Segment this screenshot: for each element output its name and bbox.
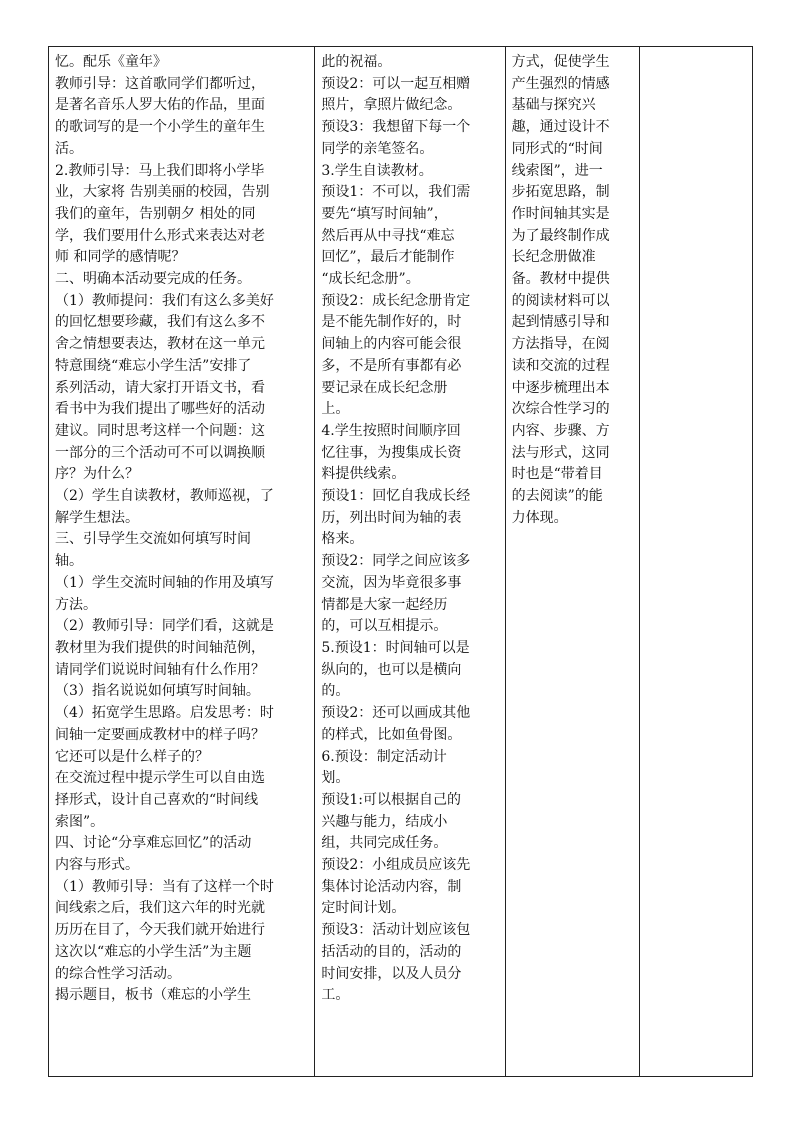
text-line: 舍之情想要表达，教材在这一单元: [55, 336, 265, 353]
text-line: 多，不是所有事都有必: [321, 357, 462, 374]
text-line: 料提供线索。: [321, 466, 406, 483]
text-line: 历，列出时间为轴的表: [321, 509, 462, 526]
text-line: （4）拓宽学生思路。启发思考：时: [55, 705, 274, 722]
text-line: 中逐步梳理出本: [511, 379, 610, 396]
text-line: 二、明确本活动要完成的任务。: [55, 271, 251, 288]
text-line: 揭示题目，板书（难忘的小学生: [55, 987, 251, 1004]
text-line: 索图”。: [55, 813, 105, 830]
text-line: 轴。: [55, 553, 83, 570]
text-line: 预设3：我想留下每一个: [321, 119, 471, 136]
text-line: 格来。: [321, 531, 364, 548]
text-line: 括活动的目的，活动的: [321, 943, 462, 960]
text-line: 5.预设1：时间轴可以是: [321, 639, 470, 656]
text-line: 法与形式，这同: [511, 444, 610, 461]
text-line: 为了最终制作成: [511, 227, 610, 244]
teacher-activity-text: [55, 52, 308, 1007]
text-line: 师 和同学的感情呢？: [55, 249, 186, 266]
text-line: 的。: [321, 683, 350, 700]
table-row: [49, 47, 753, 1077]
text-line: 它还可以是什么样子的？: [55, 748, 209, 765]
text-line: 工。: [321, 987, 350, 1004]
text-line: 序？为什么？: [55, 466, 139, 483]
text-line: 系列活动，请大家打开语文书，看: [55, 379, 265, 396]
text-line: 特意围绕“难忘小学生活”安排了: [55, 357, 252, 374]
text-line: 6.预设：制定活动计: [321, 748, 447, 765]
text-line: 三、引导学生交流如何填写时间: [55, 531, 251, 548]
text-line: 回忆”，最后才能制作: [321, 249, 455, 266]
text-line: 是不能先制作好的，时: [321, 314, 462, 331]
text-line: 此的祝福。: [321, 54, 392, 70]
text-line: （3）指名说说如何填写时间轴。: [55, 683, 260, 700]
text-line: 这次以“难忘的小学生活”为主题: [55, 943, 252, 960]
text-line: 组，共同完成任务。: [321, 835, 448, 852]
text-line: 兴趣与能力，结成小: [321, 813, 448, 830]
text-line: 的去阅读”的能: [511, 488, 603, 505]
lesson-plan-table: [48, 46, 753, 1077]
text-line: 的样式，比如鱼骨图。: [321, 726, 462, 743]
text-line: 一部分的三个活动可不可以调换顺: [55, 444, 265, 461]
text-line: 集体讨论活动内容，制: [321, 878, 462, 895]
text-line: 的综合性学习活动。: [55, 965, 181, 982]
text-line: 业，大家将 告别美丽的校园，告别: [55, 184, 270, 201]
text-line: 预设1：不可以，我们需: [321, 184, 471, 201]
text-line: 定时间计划。: [321, 900, 406, 917]
text-line: 3.学生自读教材。: [321, 162, 433, 179]
text-line: 学，我们要用什么形式来表达对老: [55, 227, 265, 244]
text-line: 线索图”，进一: [511, 162, 603, 179]
text-line: 的阅读材料可以: [511, 292, 610, 309]
text-line: 上。: [321, 401, 350, 418]
text-line: 要记录在成长纪念册: [321, 379, 448, 396]
text-line: 2.教师引导：马上我们即将小学毕: [55, 162, 265, 179]
design-intent-cell: [505, 47, 639, 1077]
text-line: 预设1：回忆自我成长经: [321, 488, 471, 505]
text-line: 力体现。: [511, 509, 568, 526]
text-line: 忆。配乐《童年》: [55, 54, 167, 70]
text-line: 方法指导，在阅: [511, 336, 610, 353]
text-line: 忆往事，为搜集成长资: [321, 444, 462, 461]
text-line: 步拓宽思路，制: [511, 184, 610, 201]
student-activity-cell: [315, 47, 505, 1077]
text-line: 是著名音乐人罗大佑的作品，里面: [55, 97, 265, 114]
text-line: 4.学生按照时间顺序回: [321, 422, 461, 439]
text-line: 长纪念册做准: [511, 249, 596, 266]
text-line: 同学的亲笔签名。: [321, 140, 434, 157]
text-line: 备。教材中提供: [511, 271, 610, 288]
text-line: 起到情感引导和: [511, 314, 610, 331]
text-line: 教师引导：这首歌同学们都听过，: [55, 75, 265, 92]
text-line: 预设2：小组成员应该先: [321, 857, 471, 874]
text-line: 预设2：可以一起互相赠: [321, 75, 471, 92]
text-line: 预设2：成长纪念册肯定: [321, 292, 471, 309]
text-line: 趣，通过设计不: [511, 119, 610, 136]
text-line: 情都是大家一起经历: [321, 596, 448, 613]
text-line: 预设2：还可以画成其他: [321, 705, 471, 722]
text-line: 教材里为我们提供的时间轴范例，: [55, 639, 265, 656]
text-line: 间线索之后，我们这六年的时光就: [55, 900, 265, 917]
text-line: 作时间轴其实是: [511, 205, 610, 222]
text-line: 间轴上的内容可能会很: [321, 336, 462, 353]
text-line: 预设3：活动计划应该包: [321, 922, 471, 939]
text-line: 次综合性学习的: [511, 401, 610, 418]
text-line: 建议。同时思考这样一个问题：这: [55, 422, 265, 439]
text-line: 划。: [321, 770, 350, 787]
text-line: 活。: [55, 140, 83, 157]
text-line: 交流，因为毕竟很多事: [321, 574, 462, 591]
text-line: 时也是“带着目: [511, 466, 603, 483]
text-line: 纵向的，也可以是横向: [321, 661, 462, 678]
text-line: 方法。: [55, 596, 97, 613]
text-line: 照片，拿照片做纪念。: [321, 97, 462, 114]
text-line: 要先“填写时间轴”，: [321, 205, 448, 222]
text-line: 内容与形式。: [55, 857, 139, 874]
text-line: 解学生想法。: [55, 509, 139, 526]
text-line: 产生强烈的情感: [511, 75, 610, 92]
text-line: 读和交流的过程: [511, 357, 610, 374]
text-line: 基础与探究兴: [511, 97, 596, 114]
text-line: 四、讨论“分享难忘回忆”的活动: [55, 835, 252, 852]
text-line: 同形式的“时间: [511, 140, 603, 157]
text-line: （1）学生交流时间轴的作用及填写: [55, 574, 274, 591]
text-line: 方式，促使学生: [511, 54, 610, 70]
design-intent-text: [512, 52, 633, 529]
notes-cell: [639, 47, 752, 1077]
text-line: （1）教师提问：我们有这么多美好: [55, 292, 274, 309]
text-line: （2）学生自读教材，教师巡视，了: [55, 488, 274, 505]
text-line: “成长纪念册”。: [321, 271, 420, 288]
text-line: 然后再从中寻找“难忘: [321, 227, 455, 244]
text-line: 的，可以互相提示。: [321, 618, 448, 635]
text-line: 间轴一定要画成教材中的样子吗？: [55, 726, 265, 743]
text-line: 内容、步骤、方: [511, 422, 610, 439]
text-line: 我们的童年，告别朝夕 相处的同: [55, 205, 256, 222]
student-activity-text: [321, 52, 498, 1007]
text-line: 请同学们说说时间轴有什么作用？: [55, 661, 265, 678]
text-line: 历历在目了，今天我们就开始进行: [55, 922, 265, 939]
text-line: （2）教师引导：同学们看，这就是: [55, 618, 274, 635]
text-line: 在交流过程中提示学生可以自由选: [55, 770, 265, 787]
teacher-activity-cell: [49, 47, 315, 1077]
text-line: 预设1:可以根据自己的: [321, 791, 461, 808]
text-line: 的回忆想要珍藏，我们有这么多不: [55, 314, 265, 331]
text-line: 预设2：同学之间应该多: [321, 553, 471, 570]
text-line: 的歌词写的是一个小学生的童年生: [55, 119, 265, 136]
text-line: （1）教师引导：当有了这样一个时: [55, 878, 274, 895]
text-line: 看书中为我们提出了哪些好的活动: [55, 401, 265, 418]
text-line: 时间安排，以及人员分: [321, 965, 462, 982]
text-line: 择形式，设计自己喜欢的“时间线: [55, 791, 259, 808]
